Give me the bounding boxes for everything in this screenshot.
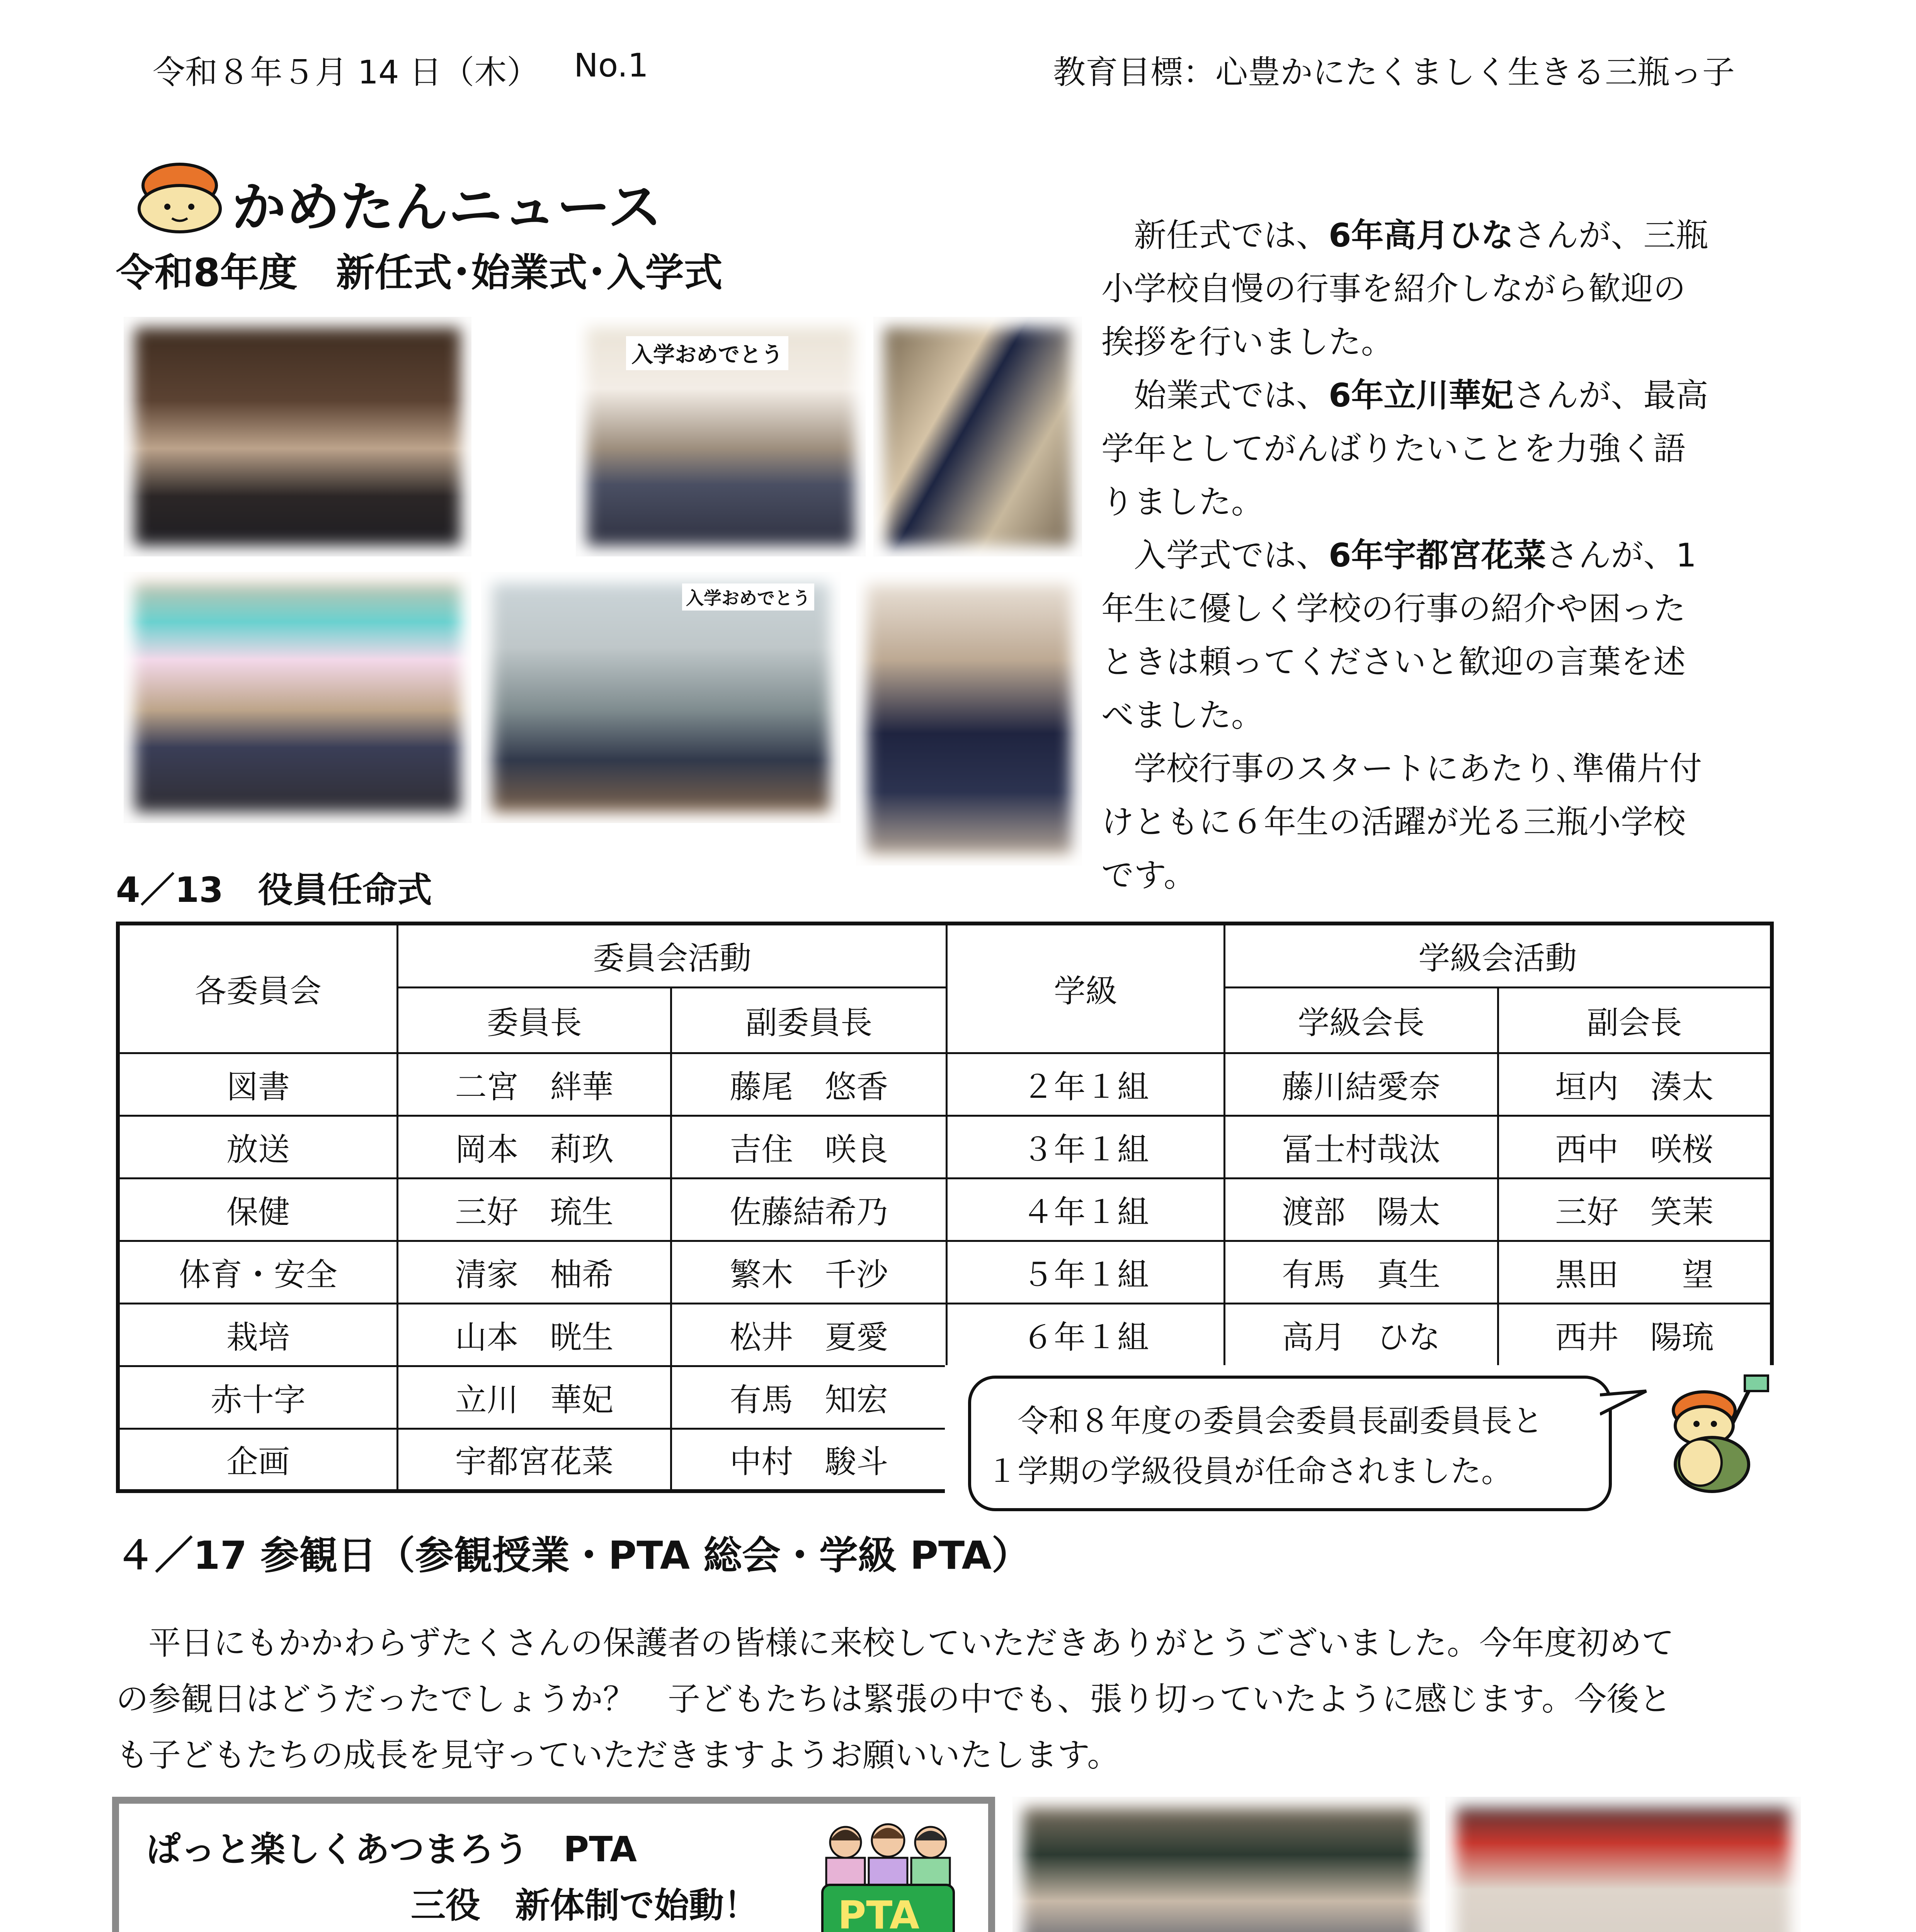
cell-vice: 吉住 咲良 [671, 1116, 947, 1178]
intro-name: 6年高月ひな [1329, 216, 1514, 254]
photo-entrance-stage [576, 317, 866, 556]
intro-text: さんが、最高 [1513, 376, 1708, 414]
visit-text: 平日にもかかわらずたくさんの保護者の皆様に来校していただきありがとうございました。今年度初めて [148, 1624, 1674, 1662]
intro-text: 挨拶を行いました。 [1101, 323, 1394, 361]
cell-vice: 有馬 知宏 [671, 1366, 947, 1429]
header-class-vice: 副会長 [1498, 987, 1772, 1053]
table-row [118, 1241, 1772, 1303]
intro-text: 学年としてがんばりたいことを力強く語 [1101, 430, 1686, 468]
header-chair: 委員長 [397, 987, 671, 1053]
cell-chair: 二宮 絆華 [397, 1053, 671, 1116]
cell-class-vice: 西井 陽琉 [1498, 1303, 1772, 1366]
photo-teacher-welcome [124, 317, 471, 556]
cell-committee: 図書 [118, 1053, 397, 1116]
issue-date: 令和８年５月 14 日（木） [153, 53, 539, 91]
turtle-mascot-icon [1654, 1372, 1782, 1499]
section-title-ceremonies: 令和8年度 新任式･始業式･入学式 [116, 250, 723, 295]
bubble-text: １学期の学級役員が任命されました。 [987, 1453, 1512, 1489]
cell-committee: 栽培 [118, 1303, 397, 1366]
cell-class: ６年１組 [947, 1303, 1224, 1366]
intro-text: 年生に優しく学校の行事の紹介や困った [1101, 590, 1686, 628]
cell-chair: 岡本 莉玖 [397, 1116, 671, 1178]
photo-pta-general-meeting [1445, 1797, 1801, 1932]
cell-class-chair: 高月 ひな [1224, 1303, 1498, 1366]
pta-title: ぱっと楽しくあつまろう PTA [146, 1829, 637, 1870]
header-class-chair: 学級会長 [1224, 987, 1498, 1053]
header-class-activity: 学級会活動 [1224, 923, 1772, 987]
cell-committee: 体育・安全 [118, 1241, 397, 1303]
intro-text: 新任式では、 [1134, 216, 1329, 254]
header-committees: 各委員会 [118, 923, 397, 1053]
cell-vice: 繁木 千沙 [671, 1241, 947, 1303]
education-goal: 教育目標：心豊かにたくましく生きる三瓶っ子 [1053, 53, 1735, 91]
cell-chair: 清家 柚希 [397, 1241, 671, 1303]
cell-class: ５年１組 [947, 1241, 1224, 1303]
cell-class-vice: 垣内 湊太 [1498, 1053, 1772, 1116]
table-row [118, 1053, 1772, 1116]
cell-committee: 赤十字 [118, 1366, 397, 1429]
intro-text: けともに６年生の活躍が光る三瓶小学校 [1101, 803, 1686, 841]
intro-text: りました。 [1101, 483, 1264, 521]
intro-text: 小学校自慢の行事を紹介しながら歓迎の [1101, 270, 1686, 308]
cell-class: ２年１組 [947, 1053, 1224, 1116]
banner-text: 入学おめでとう [682, 583, 814, 611]
cell-chair: 宇都宮花菜 [397, 1429, 671, 1491]
cell-class-chair: 藤川結愛奈 [1224, 1053, 1498, 1116]
cell-committee: 保健 [118, 1178, 397, 1241]
visit-text: も子どもたちの成長を見守っていただきますようお願いいたします。 [116, 1736, 1120, 1774]
intro-text: です。 [1101, 856, 1196, 894]
header-committee-activity: 委員会活動 [397, 923, 947, 987]
visit-text: の参観日はどうだったでしょうか？ 子どもたちは緊張の中でも、張り切っていたように感じます。今後と [116, 1680, 1672, 1718]
pta-badge-text: PTA [838, 1893, 920, 1932]
photo-class-visit-1 [1012, 1797, 1430, 1932]
newsletter-title: かめたんニュース [232, 176, 662, 239]
cell-class-vice: 三好 笑茉 [1498, 1178, 1772, 1241]
issue-number: No.1 [574, 46, 648, 84]
visit-heading: ４／17 参観日（参観授業・PTA 総会・学級 PTA） [116, 1533, 1030, 1578]
turtle-mascot-icon [133, 158, 226, 236]
cell-class-chair: 渡部 陽太 [1224, 1178, 1498, 1241]
table-row [118, 1178, 1772, 1241]
cell-chair: 山本 晄生 [397, 1303, 671, 1366]
photo-gym-assembly [481, 572, 841, 823]
roles-heading: 4／13 役員任命式 [116, 870, 432, 910]
cell-vice: 佐藤結希乃 [671, 1178, 947, 1241]
intro-name: 6年立川華妃 [1329, 376, 1514, 414]
intro-name: 6年宇都宮花菜 [1329, 536, 1546, 574]
bubble-tail [1600, 1387, 1650, 1422]
banner-text: 入学おめでとう [626, 336, 788, 370]
photo-student-speech [873, 317, 1082, 556]
visit-paragraph [116, 1615, 1674, 1783]
cell-chair: 立川 華妃 [397, 1366, 671, 1429]
speech-bubble [968, 1376, 1612, 1511]
cell-class-vice: 西中 咲桜 [1498, 1116, 1772, 1178]
intro-text: 始業式では、 [1134, 376, 1329, 414]
pta-box [112, 1797, 995, 1932]
cell-vice: 中村 駿斗 [671, 1429, 947, 1491]
table-row [118, 1303, 1772, 1366]
intro-text: べました。 [1101, 696, 1264, 734]
header-vice-chair: 副委員長 [671, 987, 947, 1053]
bubble-text: 令和８年度の委員会委員長副委員長と [1018, 1403, 1543, 1439]
header-class: 学級 [947, 923, 1224, 1053]
cell-committee: 放送 [118, 1116, 397, 1178]
photo-welcome-speech [856, 572, 1082, 866]
intro-paragraphs [1101, 209, 1778, 902]
cell-class: ４年１組 [947, 1178, 1224, 1241]
photo-welcome-arch [124, 572, 471, 823]
pta-illustration-icon [815, 1819, 961, 1932]
intro-text: 入学式では、 [1134, 536, 1329, 574]
cell-committee: 企画 [118, 1429, 397, 1491]
cell-vice: 藤尾 悠香 [671, 1053, 947, 1116]
cell-class: ３年１組 [947, 1116, 1224, 1178]
pta-subtitle: 三役 新体制で始動！ [411, 1885, 759, 1926]
cell-chair: 三好 琉生 [397, 1178, 671, 1241]
intro-text: さんが、三瓶 [1513, 216, 1708, 254]
intro-text: ときは頼ってくださいと歓迎の言葉を述 [1101, 643, 1686, 681]
intro-text: 学校行事のスタートにあたり､準備片付 [1134, 750, 1702, 787]
cell-vice: 松井 夏愛 [671, 1303, 947, 1366]
intro-text: さんが、1 [1546, 536, 1696, 574]
table-row [118, 1116, 1772, 1178]
cell-class-vice: 黒田 望 [1498, 1241, 1772, 1303]
cell-class-chair: 冨士村哉汰 [1224, 1116, 1498, 1178]
cell-class-chair: 有馬 真生 [1224, 1241, 1498, 1303]
